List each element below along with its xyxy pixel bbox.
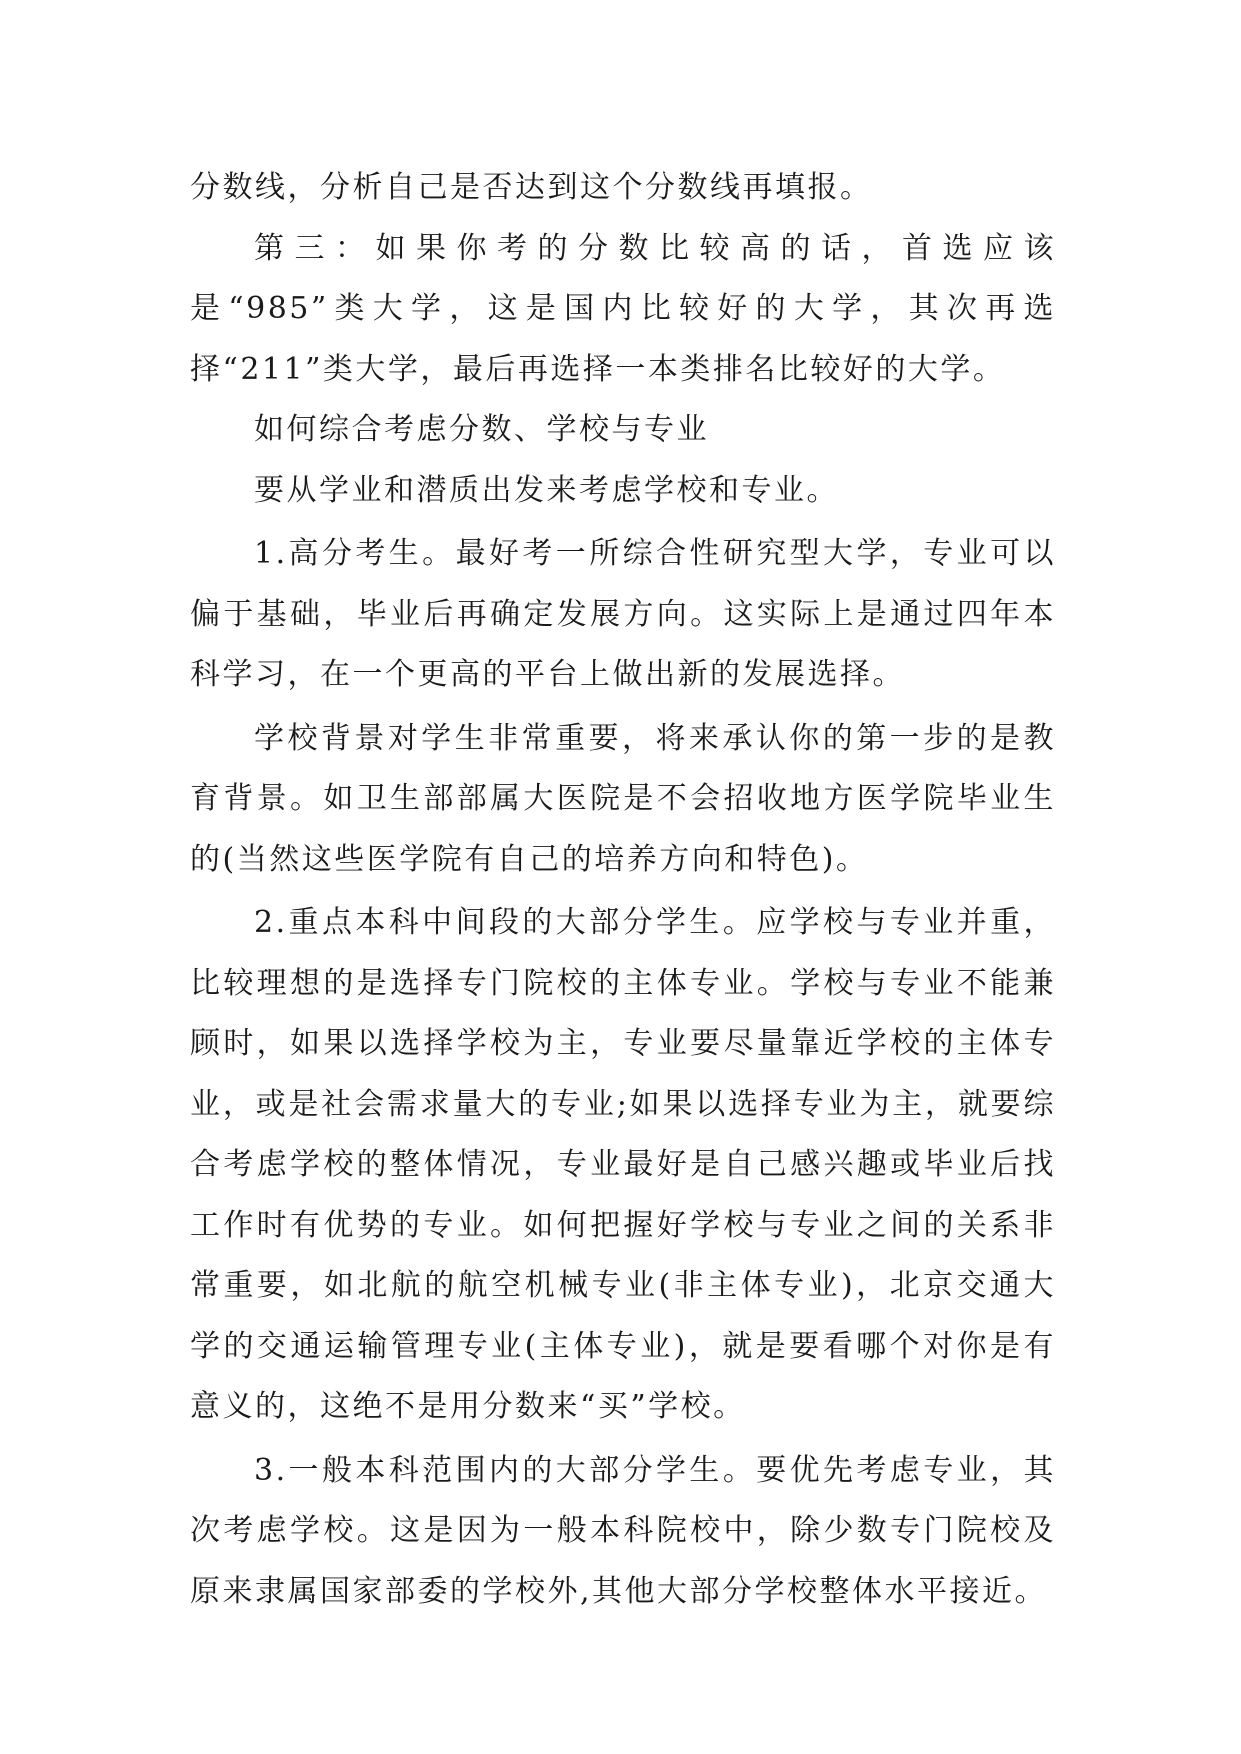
paragraph-high-score: 1.高分考生。最好考一所综合性研究型大学，专业可以偏于基础，毕业后再确定发展方向。这实际上是通过四年本科学习，在一个更高的平台上做出新的发展选择。 [190,536,1056,692]
paragraph-school-background: 学校背景对学生非常重要，将来承认你的第一步的是教育背景。如卫生部部属大医院是不会招收地方医学院毕业生的(当然这些医学院有自己的培养方向和特色)。 [190,720,1056,877]
section-heading: 如何综合考虑分数、学校与专业 [254,412,709,447]
paragraph-intro: 要从学业和潜质出发来考虑学校和专业。 [254,472,839,508]
paragraph-general-undergrad: 3.一般本科范围内的大部分学生。要优先考虑专业，其次考虑学校。这是因为一般本科院校中，除少数专门院校及原来隶属国家部委的学校外,其他大部分学校整体水平接近。 [190,1452,1056,1609]
paragraph-continuation: 分数线，分析自己是否达到这个分数线再填报。 [190,170,873,205]
document-body [190,158,1056,1622]
paragraph-key-undergrad: 2.重点本科中间段的大部分学生。应学校与专业并重，比较理想的是选择专门院校的主体专业。学校与专业不能兼顾时，如果以选择学校为主，专业要尽量靠近学校的主体专业，或是社会需求量大的专业;如果以选择专业为主，就要综合考虑学校的整体情况，专业最好是自己感兴趣或毕业后找工作时有优势的专业。如何把握好学校与专业之间的关系非常重要，如北航的航空机械专业(非主体专业)，北京交通大学的交通运输管理专业(主体专业)，就是要看哪个对你是有意义的，这绝不是用分数来“买”学校。 [190,905,1056,1424]
paragraph-third-point: 第三：如果你考的分数比较高的话，首选应该是“985”类大学，这是国内比较好的大学，其次再选择“211”类大学，最后再选择一本类排名比较好的大学。 [190,230,1056,387]
